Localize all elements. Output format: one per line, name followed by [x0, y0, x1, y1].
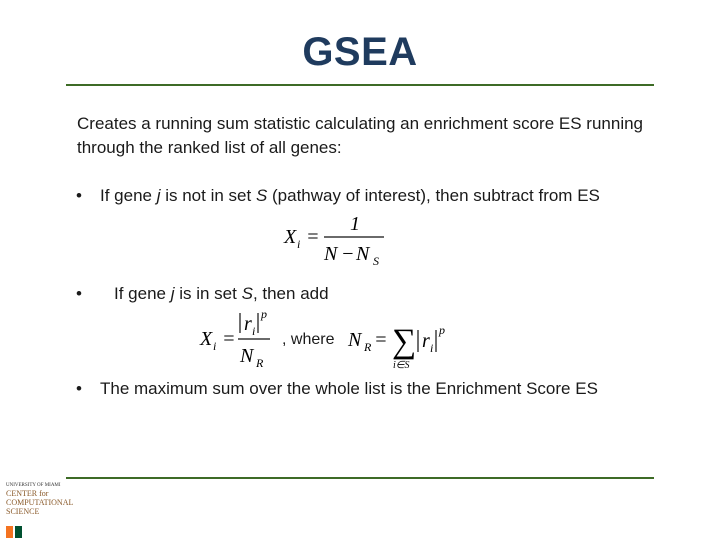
- svg-text:X: X: [200, 328, 213, 350]
- intro-text: [77, 112, 667, 160]
- bullet-dot: •: [76, 284, 82, 303]
- svg-text:i∈S: i∈S: [393, 360, 410, 371]
- intro-line: Creates a running sum statistic calculating an enrichment score ES running through the ranked list of all genes:: [77, 114, 644, 157]
- bullet-dot: •: [76, 379, 82, 398]
- svg-text:i: i: [297, 237, 301, 251]
- svg-text:=: =: [222, 328, 236, 350]
- svg-text:i: i: [213, 339, 217, 353]
- svg-text:r: r: [422, 330, 430, 352]
- ccs-logo: [6, 482, 100, 516]
- svg-text:N: N: [348, 329, 362, 351]
- svg-text:i: i: [252, 324, 256, 338]
- svg-text:=: =: [306, 226, 320, 248]
- svg-text:X: X: [284, 226, 297, 248]
- u-logo-icon: [6, 526, 22, 538]
- where-text: , where: [282, 331, 335, 348]
- bullet-max-sum: • The maximum sum over the whole list is the Enrichment Score ES: [76, 377, 598, 401]
- svg-text:R: R: [364, 340, 372, 354]
- svg-text:S: S: [373, 254, 379, 268]
- svg-text:p: p: [261, 307, 267, 321]
- svg-text:N: N: [356, 243, 370, 265]
- svg-text:−: −: [341, 243, 355, 265]
- formula-normalizer: [344, 310, 448, 372]
- slide-title: GSEA: [302, 30, 418, 74]
- svg-text:1: 1: [350, 213, 360, 235]
- logo-science: SCIENCE: [6, 507, 40, 516]
- svg-text:p: p: [439, 323, 445, 337]
- logo-computational: COMPUTATIONAL: [6, 498, 74, 507]
- svg-text:∑: ∑: [392, 323, 417, 360]
- bullet-subtract: • If gene j is not in set S (pathway of interest), then subtract from ES: [76, 184, 600, 208]
- svg-text:R: R: [256, 356, 264, 369]
- bottom-divider: [66, 477, 654, 479]
- svg-text:N: N: [324, 243, 338, 265]
- svg-text:=: =: [374, 329, 388, 351]
- formula-add: [196, 305, 282, 369]
- logo-university: UNIVERSITY OF MIAMI: [6, 483, 61, 488]
- bullet-dot: •: [76, 186, 82, 205]
- svg-text:i: i: [430, 341, 434, 355]
- svg-text:r: r: [244, 313, 252, 335]
- bullet-add: • If gene j is in set S, then add: [76, 282, 329, 306]
- formula-subtract: [280, 210, 390, 268]
- svg-text:N: N: [240, 345, 254, 367]
- top-divider: [66, 84, 654, 86]
- logo-center: CENTER for: [6, 489, 49, 498]
